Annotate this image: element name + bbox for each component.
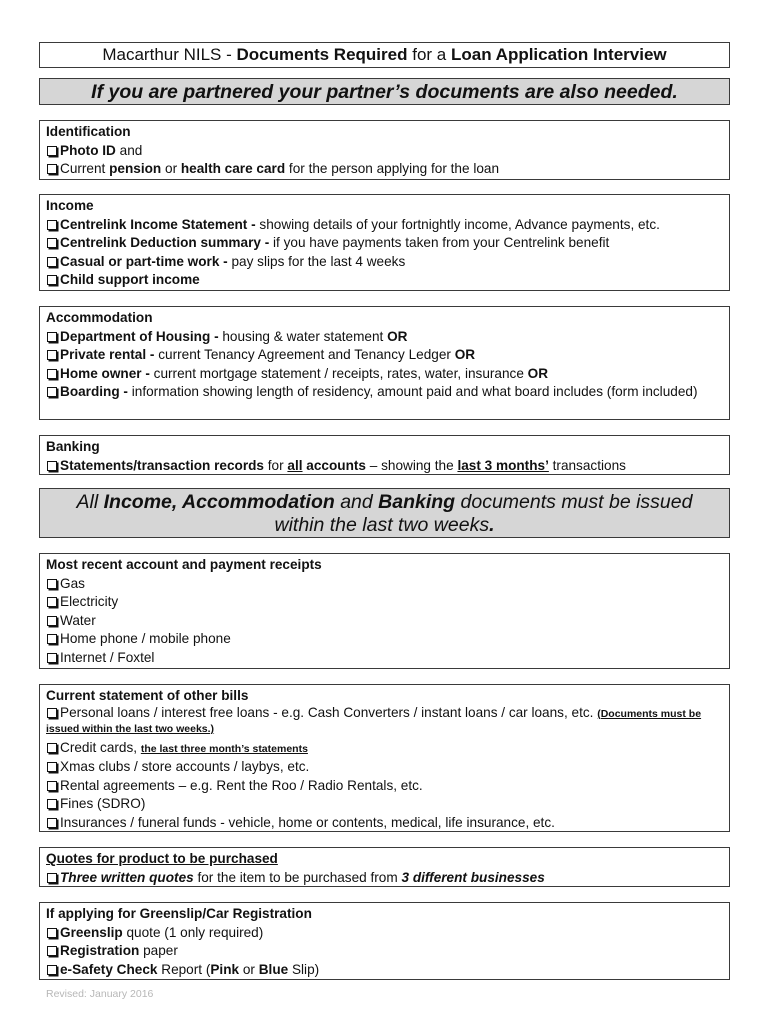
checklist-item: e-Safety Check Report (Pink or Blue Slip)	[46, 961, 723, 980]
section-heading: Banking	[46, 439, 100, 454]
checklist-item: Department of Housing - housing & water statement OR	[46, 328, 723, 347]
checkbox-icon[interactable]	[47, 220, 57, 230]
checkbox-icon[interactable]	[47, 781, 57, 791]
checklist-item: Centrelink Income Statement - showing details of your fortnightly income, Advance payments, etc.	[46, 216, 723, 235]
section-heading: If applying for Greenslip/Car Registration	[46, 906, 312, 921]
checklist-item: Electricity	[46, 593, 723, 612]
checklist-item: Statements/transaction records for all accounts – showing the last 3 months’ transactions	[46, 457, 723, 476]
banking-section	[39, 435, 730, 475]
checklist-item: Rental agreements – e.g. Rent the Roo / Radio Rentals, etc.	[46, 777, 723, 796]
checklist-item: Water	[46, 612, 723, 631]
checkbox-icon[interactable]	[47, 616, 57, 626]
checklist-item: Fines (SDRO)	[46, 795, 723, 814]
checklist-item: Gas	[46, 575, 723, 594]
section-heading: Accommodation	[46, 310, 153, 325]
checklist-item: Casual or part-time work - pay slips for the last 4 weeks	[46, 253, 723, 272]
checkbox-icon[interactable]	[47, 708, 57, 718]
checkbox-icon[interactable]	[47, 928, 57, 938]
checkbox-icon[interactable]	[47, 873, 57, 883]
income-section	[39, 194, 730, 291]
quotes-section	[39, 847, 730, 887]
checklist-item: Child support income	[46, 271, 723, 290]
checklist-item: Credit cards, the last three month’s statements	[46, 739, 723, 759]
checkbox-icon[interactable]	[47, 332, 57, 342]
checklist-item: Photo ID and	[46, 142, 723, 161]
page-title: Macarthur NILS - Documents Required for a Loan Application Interview	[39, 42, 730, 68]
checkbox-icon[interactable]	[47, 257, 57, 267]
checklist-item: Registration paper	[46, 942, 723, 961]
checkbox-icon[interactable]	[47, 597, 57, 607]
checkbox-icon[interactable]	[47, 653, 57, 663]
section-heading: Quotes for product to be purchased	[46, 851, 278, 866]
checkbox-icon[interactable]	[47, 387, 57, 397]
checklist-item: Xmas clubs / store accounts / laybys, etc.	[46, 758, 723, 777]
checklist-item: Internet / Foxtel	[46, 649, 723, 668]
revision-footer: Revised: January 2016	[46, 988, 154, 1000]
checklist-item: Personal loans / interest free loans - e.g. Cash Converters / instant loans / car loans, etc. (Documents must be issued within the last two weeks.)	[46, 704, 702, 736]
checkbox-icon[interactable]	[47, 579, 57, 589]
section-heading: Current statement of other bills	[46, 688, 249, 703]
checkbox-icon[interactable]	[47, 799, 57, 809]
receipts-section	[39, 553, 730, 669]
checklist-item: Centrelink Deduction summary - if you have payments taken from your Centrelink benefit	[46, 234, 723, 253]
checkbox-icon[interactable]	[47, 818, 57, 828]
checklist-item: Three written quotes for the item to be purchased from 3 different businesses	[46, 869, 723, 888]
checkbox-icon[interactable]	[47, 762, 57, 772]
greenslip-section	[39, 902, 730, 980]
checkbox-icon[interactable]	[47, 965, 57, 975]
checklist-item: Insurances / funeral funds - vehicle, home or contents, medical, life insurance, etc.	[46, 814, 723, 833]
section-heading: Income	[46, 198, 94, 213]
checklist-item: Boarding - information showing length of residency, amount paid and what board includes (form included)	[46, 383, 723, 402]
partner-notice-banner: If you are partnered your partner’s documents are also needed.	[39, 78, 730, 105]
checkbox-icon[interactable]	[47, 275, 57, 285]
checkbox-icon[interactable]	[47, 164, 57, 174]
checklist-item: Greenslip quote (1 only required)	[46, 924, 723, 943]
checkbox-icon[interactable]	[47, 369, 57, 379]
checkbox-icon[interactable]	[47, 146, 57, 156]
bills-section	[39, 684, 730, 832]
checkbox-icon[interactable]	[47, 238, 57, 248]
checkbox-icon[interactable]	[47, 946, 57, 956]
checkbox-icon[interactable]	[47, 350, 57, 360]
checklist-item: Home owner - current mortgage statement / receipts, rates, water, insurance OR	[46, 365, 723, 384]
checkbox-icon[interactable]	[47, 634, 57, 644]
identification-section	[39, 120, 730, 180]
timing-notice-banner: All Income, Accommodation and Banking documents must be issued within the last two weeks.	[39, 488, 730, 538]
checkbox-icon[interactable]	[47, 743, 57, 753]
checklist-item: Private rental - current Tenancy Agreement and Tenancy Ledger OR	[46, 346, 723, 365]
section-heading: Identification	[46, 124, 131, 139]
accommodation-section	[39, 306, 730, 420]
checklist-item: Home phone / mobile phone	[46, 630, 723, 649]
section-heading: Most recent account and payment receipts	[46, 557, 322, 572]
checkbox-icon[interactable]	[47, 461, 57, 471]
checklist-item: Current pension or health care card for the person applying for the loan	[46, 160, 723, 179]
